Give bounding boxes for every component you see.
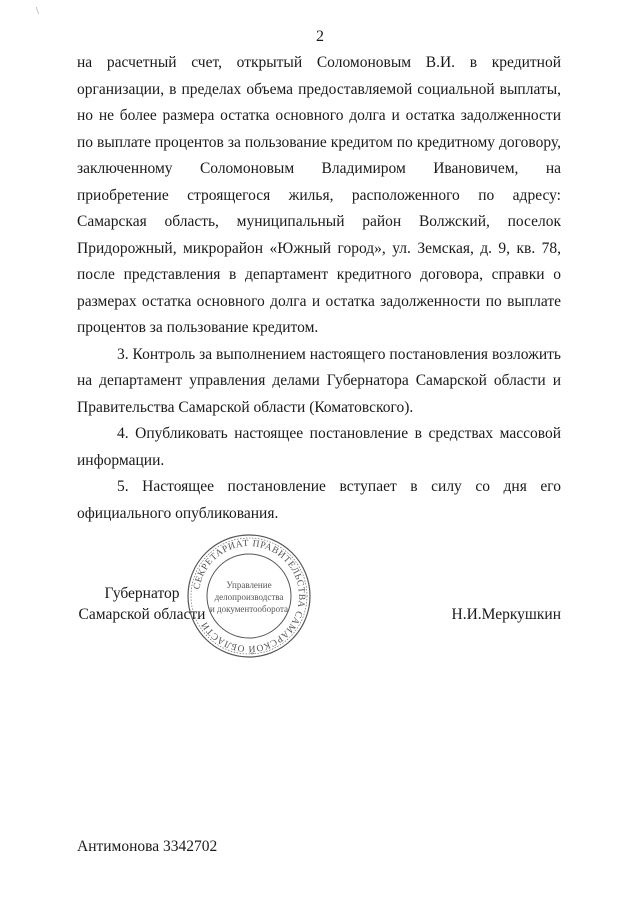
paragraph-5-effective: 5. Настоящее постановление вступает в силу со дня его официального опубликования. bbox=[77, 478, 561, 522]
signer-title-line2: Самарской области bbox=[78, 606, 206, 623]
stamp-inner-line2: делопроизводства bbox=[214, 592, 284, 602]
official-stamp bbox=[185, 532, 313, 660]
stamp-inner-line3: и документооборота bbox=[209, 604, 289, 614]
stamp-inner-line1: Управление bbox=[226, 580, 272, 590]
paragraph-3-control: 3. Контроль за выполнением настоящего постановления возложить на департамент управления делами Губернатора Самарской области и Правительства Самарской области (Коматовского). bbox=[77, 345, 561, 416]
stamp-outer-text: СЕКРЕТАРИАТ ПРАВИТЕЛЬСТВА САМАРСКОЙ ОБЛАСТИ bbox=[192, 538, 307, 654]
signer-name: Н.И.Меркушкин bbox=[451, 606, 561, 623]
document-body bbox=[77, 50, 561, 527]
scan-corner-mark: \ bbox=[36, 6, 39, 17]
executor-contact: Антимонова 3342702 bbox=[77, 838, 218, 855]
signature-block bbox=[77, 583, 561, 653]
page-number: 2 bbox=[316, 28, 324, 45]
paragraph-payment-continuation: на расчетный счет, открытый Соломоновым В.И. в кредитной организации, в пределах объема предоставляемой социальной выплаты, но не более размера остатка основного долга и остатка задолженности по выплате процентов за пользование кредитом по кредитному договору, заключенному Соломоновым Владимиром Ивановичем, на приобретение строящегося жилья, расположенного по адресу: Самарская область, муниципальный район Волжский, поселок Придорожный, микрорайон «Южный город», ул. Земская, д. 9, кв. 78, после представления в департамент кредитного договора, справки о размерах остатка основного долга и остатка задолженности по выплате процентов за пользование кредитом. bbox=[77, 54, 561, 336]
paragraph-4-publish: 4. Опубликовать настоящее постановление в средствах массовой информации. bbox=[77, 425, 561, 469]
signer-title-line1: Губернатор bbox=[104, 585, 180, 602]
